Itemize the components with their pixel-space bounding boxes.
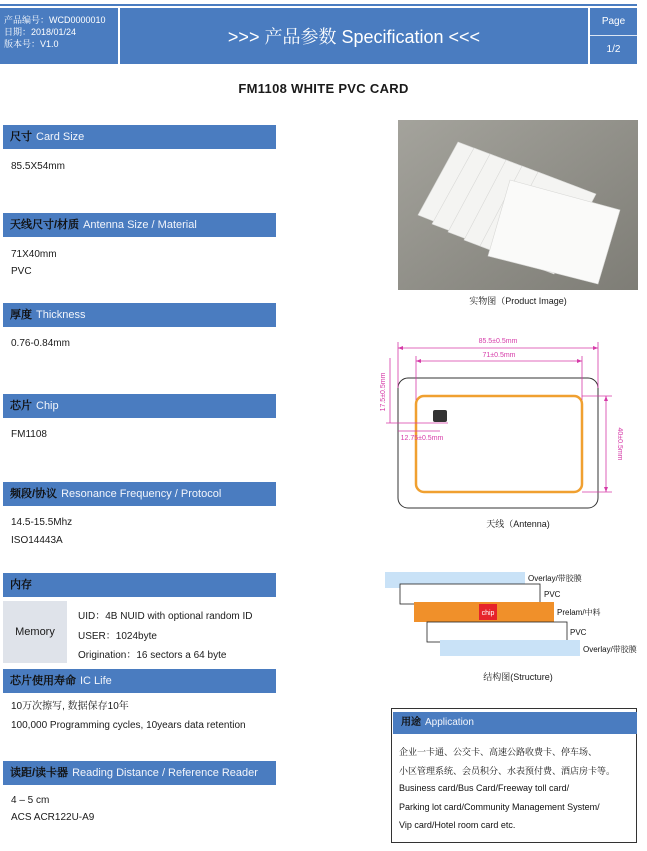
header-meta bbox=[0, 8, 118, 64]
header-top-rule bbox=[0, 4, 637, 6]
layer-label-pvc-top: PVC bbox=[544, 590, 561, 599]
page-label: Page bbox=[601, 16, 626, 27]
section-chip bbox=[3, 394, 276, 418]
application-title-en: Application bbox=[425, 717, 474, 728]
memory-uid: UID：4B NUID with optional random ID bbox=[78, 611, 253, 622]
section-title-en: Thickness bbox=[36, 309, 86, 321]
layer-label-overlay-bottom: Overlay/带胶膜 bbox=[583, 645, 637, 654]
layer-pvc-bottom bbox=[427, 622, 567, 642]
layer-label-overlay-top: Overlay/带胶膜 bbox=[528, 574, 582, 583]
antenna-diagram bbox=[378, 328, 638, 512]
chip-label: chip bbox=[481, 610, 495, 617]
dim-top-offset: 17.5±0.5mm bbox=[380, 372, 387, 412]
layer-pvc-top bbox=[400, 584, 540, 604]
section-title-cn: 尺寸 bbox=[10, 131, 32, 143]
section-title-cn: 芯片 bbox=[10, 400, 32, 412]
structure-caption: 结构图(Structure) bbox=[483, 672, 553, 682]
stacked-cards-illustration bbox=[398, 120, 638, 290]
application-title-cn: 用途 bbox=[401, 717, 421, 728]
document-date: 日期：2018/01/24 bbox=[4, 27, 77, 37]
layer-overlay-bottom bbox=[440, 640, 580, 656]
reading-distance-value: 4 – 5 cm bbox=[11, 795, 50, 806]
section-title-en: Chip bbox=[36, 400, 59, 412]
application-line: 小区管理系统、会员积分、水表预付费、酒店房卡等。 bbox=[399, 766, 616, 776]
section-title-cn: 厚度 bbox=[10, 309, 32, 321]
section-reading bbox=[3, 761, 276, 785]
thickness-value: 0.76-0.84mm bbox=[11, 338, 70, 349]
product-number: 产品编号：WCD0000010 bbox=[4, 15, 106, 25]
memory-user: USER：1024byte bbox=[78, 631, 157, 642]
application-line: Parking lot card/Community Management System/ bbox=[399, 802, 600, 812]
section-title-cn: 天线尺寸/材质 bbox=[10, 219, 80, 231]
antenna-caption: 天线（Antenna) bbox=[486, 519, 550, 529]
section-title-cn: 读距/读卡器 bbox=[10, 767, 69, 779]
section-memory bbox=[3, 573, 276, 597]
section-title-en: Antenna Size / Material bbox=[83, 219, 197, 231]
ic-life-en-value: 100,000 Programming cycles, 10years data retention bbox=[11, 720, 246, 731]
memory-label: Memory bbox=[3, 601, 67, 663]
document-version: 版本号：V1.0 bbox=[4, 39, 59, 49]
section-title-cn: 频段/协议 bbox=[10, 488, 58, 500]
memory-origination: Origination：16 sectors a 64 byte bbox=[78, 650, 227, 661]
structure-diagram bbox=[380, 568, 647, 662]
section-card-size bbox=[3, 125, 276, 149]
layer-label-pvc-bottom: PVC bbox=[570, 628, 587, 637]
section-title-en: Card Size bbox=[36, 131, 85, 143]
application-line: 企业一卡通、公交卡、高速公路收费卡、停车场、 bbox=[399, 747, 598, 757]
application-line: Business card/Bus Card/Freeway toll card/ bbox=[399, 783, 570, 793]
frequency-value: 14.5-15.5Mhz bbox=[11, 517, 73, 528]
header-title: >>> 产品参数 Specification <<< bbox=[120, 8, 588, 64]
page-divider bbox=[590, 35, 637, 36]
chip-module bbox=[433, 410, 447, 422]
application-line: Vip card/Hotel room card etc. bbox=[399, 820, 516, 830]
dim-card-width: 85.5±0.5mm bbox=[478, 338, 518, 345]
protocol-value: ISO14443A bbox=[11, 535, 63, 546]
header-page bbox=[590, 8, 637, 64]
document-title: FM1108 WHITE PVC CARD bbox=[238, 81, 409, 96]
antenna-size-value: 71X40mm bbox=[11, 249, 57, 260]
product-image-caption: 实物图（Product Image) bbox=[469, 296, 567, 306]
card-size-value: 85.5X54mm bbox=[11, 161, 65, 172]
dim-antenna-width: 71±0.5mm bbox=[482, 352, 516, 359]
section-title-cn: 芯片使用寿命 bbox=[10, 675, 76, 687]
ic-life-cn-value: 10万次擦写, 数据保存10年 bbox=[11, 701, 129, 712]
layer-label-prelam: Prelam/中料 bbox=[557, 608, 601, 617]
section-title-en: Resonance Frequency / Protocol bbox=[61, 488, 222, 500]
section-title-cn: 内存 bbox=[10, 579, 32, 591]
section-title-en: IC Life bbox=[80, 675, 112, 687]
section-ic-life bbox=[3, 669, 276, 693]
dim-left-offset: 12.75±0.5mm bbox=[400, 435, 444, 442]
chip-value: FM1108 bbox=[11, 429, 47, 440]
antenna-material-value: PVC bbox=[11, 266, 32, 277]
section-title-en: Reading Distance / Reference Reader bbox=[72, 767, 258, 779]
page-number: 1/2 bbox=[606, 44, 621, 55]
section-antenna bbox=[3, 213, 276, 237]
card-outline bbox=[398, 378, 598, 508]
section-thickness bbox=[3, 303, 276, 327]
application-header bbox=[393, 712, 637, 734]
dim-antenna-height: 40±0.5mm bbox=[616, 427, 623, 461]
section-frequency bbox=[3, 482, 276, 506]
product-image bbox=[398, 120, 638, 290]
reader-model-value: ACS ACR122U-A9 bbox=[11, 812, 95, 823]
